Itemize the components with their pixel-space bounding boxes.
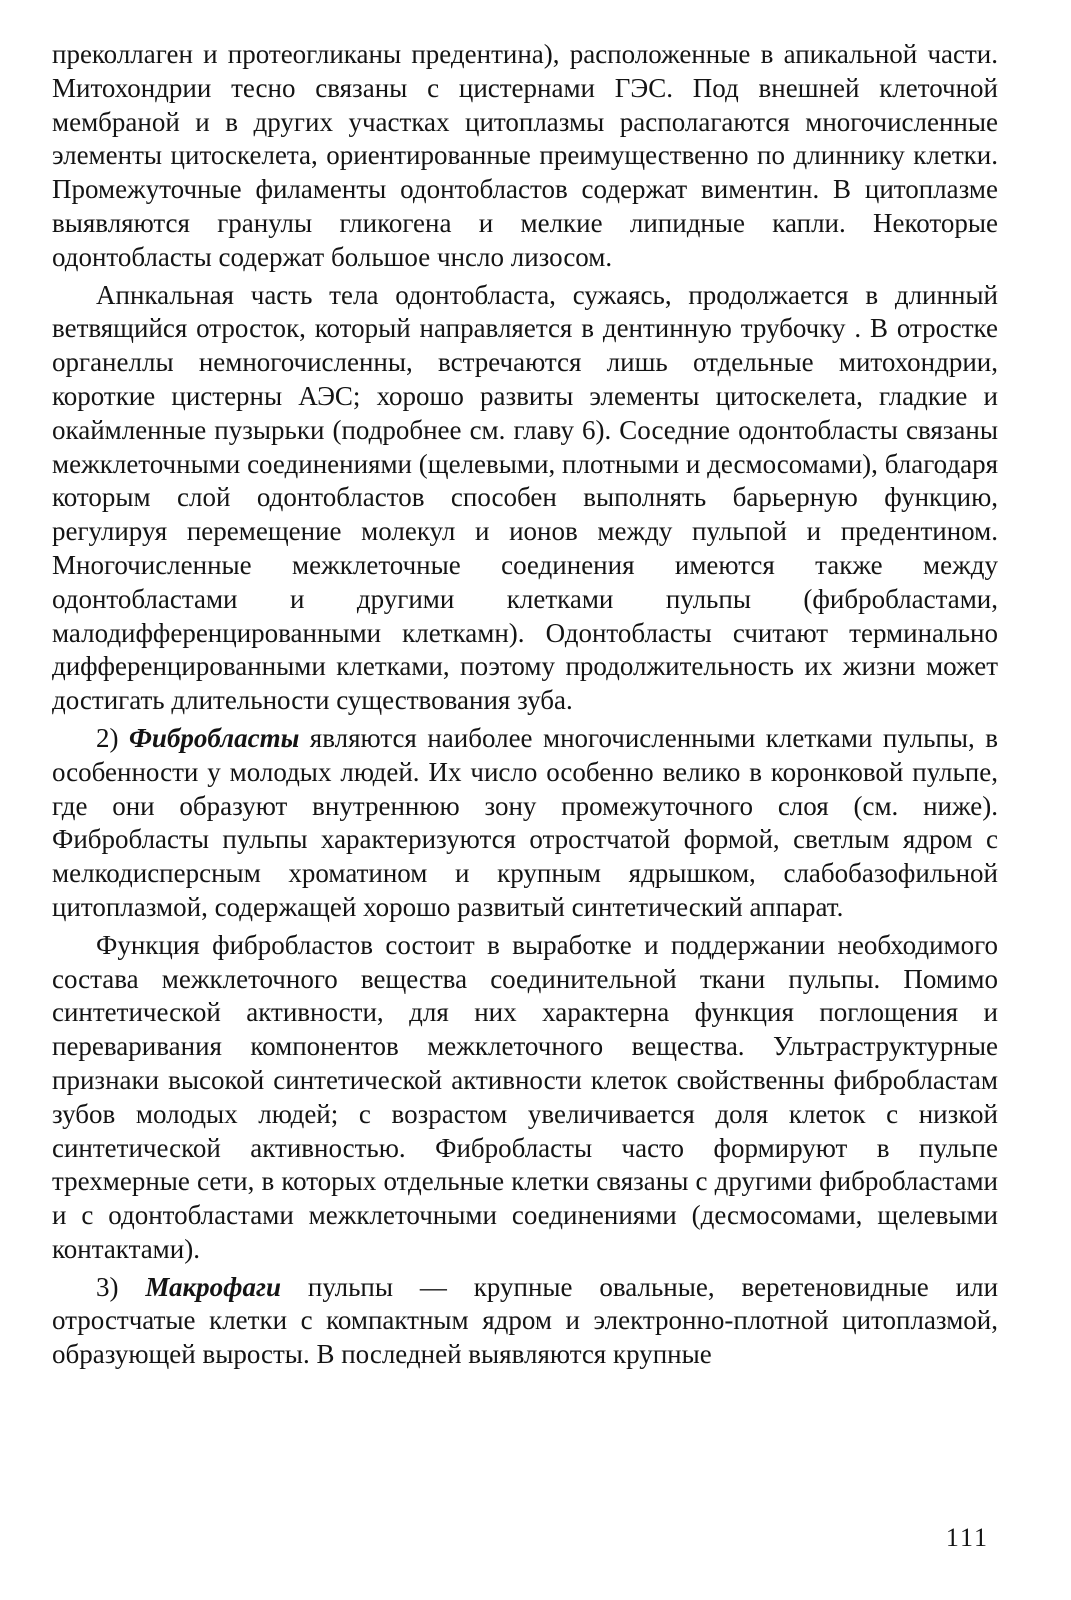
paragraph-text: преколлаген и протеогликаны предентина), расположенные в апикальной части. Митохондрии тесно связаны с цистернами ГЭС. Под внешней клеточной мембраной и в других участках цитоплазмы располагаются многочисленные элементы цитоскелета, ориентированные преимущественно по длиннику клетки. Промежуточные филаменты одонтобластов содержат виментин. В цитоплазме выявляются гранулы гликогена и мелкие липидные капли. Некоторые одонтобласты содержат большое чнсло лизосом. — [52, 39, 998, 272]
list-number: 2) — [96, 722, 119, 753]
list-number: 3) — [96, 1271, 119, 1302]
paragraph-text: Функция фибробластов состоит в выработке и поддержании необходимого состава межклеточного вещества соединительной ткани пульпы. Помимо синтетической активности, для них характерна функция поглощения и переваривания компонентов межклеточного вещества. Ультраструктурные признаки высокой синтетической активности клеток свойственны фибробластам зубов молодых людей; с возрастом увеличивается доля клеток с низкой синтетической активностью. Фибробласты часто формируют в пульпе трехмерные сети, в которых отдельные клетки связаны с другими фибробластами и с одонтобластами межклеточными соединениями (десмосомами, щелевыми контактами). — [52, 929, 998, 1264]
page-body — [52, 38, 998, 1376]
paragraph-odontoblast-organelles — [52, 38, 998, 275]
term-fibroblasts: Фибробласты — [128, 722, 300, 753]
page-number: 111 — [945, 1523, 989, 1552]
paragraph-odontoblast-process — [52, 279, 998, 718]
paragraph-text: пульпы — крупные овальные, веретеновидные или отростчатые клетки с компактным ядром и электронно-плотной цитоплазмой, образующей выросты. В последней выявляются крупные — [52, 1271, 999, 1370]
paragraph-fibroblast-function — [52, 929, 998, 1267]
paragraph-fibroblasts — [52, 722, 998, 925]
paragraph-text: являются наиболее многочисленными клетками пульпы, в особенности у молодых людей. Их число особенно велико в коронковой пульпе, где они образуют внутреннюю зону промежуточного слоя (см. ниже). Фибробласты пульпы характеризуются отростчатой формой, светлым ядром с мелкодисперсным хроматином и крупным ядрышком, слабобазофильной цитоплазмой, содержащей хорошо развитый синтетический аппарат. — [52, 722, 998, 922]
paragraph-text: Апнкальная часть тела одонтобласта, сужаясь, продолжается в длинный ветвящийся отросток, который направляется в дентинную трубочку . В отростке органеллы немногочисленны, встречаются лишь отдельные митохондрии, короткие цистерны АЭС; хорошо развиты элементы цитоскелета, гладкие и окаймленные пузырьки (подробнее см. главу 6). Соседние одонтобласты связаны межклеточными соединениями (щелевыми, плотными и десмосомами), благодаря которым слой одонтобластов способен выполнять барьерную функцию, регулируя перемещение молекул и ионов между пульпой и предентином. Многочисленные межклеточные соединения имеются также между одонтобластами и другими клетками пульпы (фибробластами, малодифференцированными клеткамн). Одонтобласты считают терминально дифференцированными клетками, поэтому продолжительность их жизни может достигать длительности существования зуба. — [52, 279, 998, 716]
paragraph-macrophages — [52, 1271, 998, 1372]
term-macrophages: Макрофаги — [145, 1271, 281, 1302]
